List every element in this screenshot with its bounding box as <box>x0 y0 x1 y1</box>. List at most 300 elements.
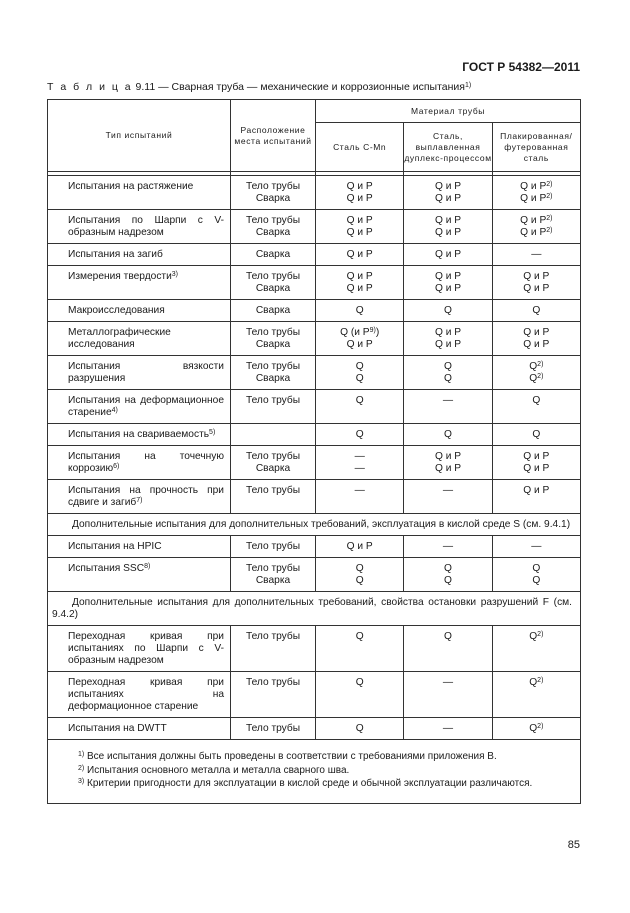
cell-line <box>406 373 489 385</box>
test-name-text: Испытания на свариваемость <box>68 429 210 440</box>
test-location <box>231 672 316 718</box>
tests-table <box>47 99 581 804</box>
cell-line <box>495 283 578 295</box>
test-name-text: Испытания по Шарпи с V-образным надрезом <box>68 215 224 238</box>
test-name-text: Испытания SSC <box>68 563 145 574</box>
cell-line <box>495 541 578 553</box>
cell-text: Q и P <box>523 451 550 462</box>
footnote-ref: 2) <box>537 361 544 368</box>
cell-line <box>406 429 489 441</box>
cell-text: Q и P <box>434 249 462 260</box>
cell-line <box>233 395 313 407</box>
steel-value <box>316 480 404 514</box>
footnote-ref: 2) <box>537 723 544 730</box>
cell-line <box>318 249 401 261</box>
cell-line <box>406 485 489 497</box>
cell-line <box>233 361 313 373</box>
test-location <box>231 480 316 514</box>
cell-line <box>318 283 401 295</box>
cell-line <box>318 215 401 227</box>
cell-text: — <box>354 463 365 474</box>
cell-text: Q <box>444 631 452 642</box>
table-row <box>48 626 581 672</box>
cell-text: Q <box>355 677 364 688</box>
cell-line <box>495 327 578 339</box>
cell-text: Тело трубы <box>245 361 301 372</box>
cell-line <box>318 181 401 193</box>
cell-text: Q <box>532 563 541 574</box>
cell-line <box>233 227 313 239</box>
cell-line <box>318 485 401 497</box>
test-location <box>231 322 316 356</box>
cell-text: Q (и P <box>340 327 370 338</box>
cell-line <box>406 305 489 317</box>
table-row <box>48 718 581 740</box>
duplex-value <box>404 558 492 592</box>
col-material-group: Материал трубы <box>316 100 581 123</box>
cell-line <box>318 723 401 735</box>
cell-line <box>233 677 313 689</box>
clad-value <box>492 672 580 718</box>
test-name-text: Испытания на DWTT <box>68 723 167 734</box>
cell-line <box>406 227 489 239</box>
test-name-text: Переходная кривая при испытаниях на деформационное старение <box>68 677 224 712</box>
cell-text: Q <box>529 677 538 688</box>
cell-line <box>318 305 401 317</box>
test-location <box>231 176 316 210</box>
cell-text: Тело трубы <box>245 271 301 282</box>
test-name <box>48 356 231 390</box>
cell-text: Q <box>355 563 364 574</box>
cell-text: Q <box>529 723 538 734</box>
cell-text: Q <box>355 723 364 734</box>
footnote-ref: 3) <box>171 271 179 278</box>
cell-text: Сварка <box>255 463 291 474</box>
cell-text: Q и P <box>434 339 462 350</box>
steel-value <box>316 718 404 740</box>
cell-line <box>495 227 578 239</box>
cell-line <box>233 485 313 497</box>
cell-text: Q и P <box>434 215 462 226</box>
footnote-ref: 5) <box>209 429 216 436</box>
test-name <box>48 176 231 210</box>
cell-text: Тело трубы <box>245 723 301 734</box>
test-name <box>48 446 231 480</box>
table-row <box>48 390 581 424</box>
cell-text: Q и P <box>520 193 547 204</box>
note-text: Испытания основного металла и металла сварного шва. <box>87 764 350 776</box>
cell-text: Тело трубы <box>245 677 301 688</box>
cell-line <box>406 451 489 463</box>
cell-text: Q <box>444 563 452 574</box>
steel-value <box>316 390 404 424</box>
clad-value <box>492 390 580 424</box>
cell-text: Q <box>355 429 364 440</box>
cell-text: Q <box>355 395 364 406</box>
table-row <box>48 322 581 356</box>
test-location <box>231 244 316 266</box>
clad-value <box>492 322 580 356</box>
table-row <box>48 210 581 244</box>
test-location <box>231 446 316 480</box>
footnote-ref: 2) <box>546 193 553 200</box>
cell-line <box>495 563 578 575</box>
duplex-value <box>404 300 492 322</box>
test-name-text: Испытания на деформационное старение <box>68 395 224 418</box>
cell-line <box>495 429 578 441</box>
table-row <box>48 446 581 480</box>
cell-line <box>406 193 489 205</box>
cell-text: Q и P <box>523 485 550 496</box>
cell-text: Q <box>529 631 538 642</box>
test-name-text: Испытания вязкости разрушения <box>68 361 224 384</box>
cell-text: Сварка <box>255 249 291 260</box>
duplex-value <box>404 356 492 390</box>
cell-line <box>495 485 578 497</box>
cell-text: Q и P <box>520 227 547 238</box>
cell-text: Q и P <box>523 327 550 338</box>
table-caption <box>47 81 471 93</box>
cell-text: Сварка <box>255 227 291 238</box>
test-name <box>48 244 231 266</box>
caption-text: 9.11 — Сварная труба — механические и коррозионные испытания <box>135 81 465 93</box>
cell-line <box>406 181 489 193</box>
cell-line <box>318 677 401 689</box>
test-location <box>231 356 316 390</box>
duplex-value <box>404 266 492 300</box>
col-test-type: Тип испытаний <box>48 100 231 172</box>
table-row <box>48 558 581 592</box>
col-duplex: Сталь, выплавленная дуплекс-процессом <box>404 123 492 172</box>
cell-text: Q и P <box>346 249 373 260</box>
cell-text: Q и P <box>346 193 373 204</box>
test-location <box>231 536 316 558</box>
cell-text: Сварка <box>255 575 291 586</box>
test-location <box>231 626 316 672</box>
cell-line <box>406 249 489 261</box>
cell-line <box>495 395 578 407</box>
cell-text: Q и P <box>434 181 462 192</box>
test-name <box>48 558 231 592</box>
cell-text: Тело трубы <box>245 485 301 496</box>
steel-value <box>316 672 404 718</box>
cell-text: Q и P <box>346 541 373 552</box>
cell-text: Q и P <box>520 181 547 192</box>
note-item <box>78 750 572 764</box>
cell-text: Сварка <box>255 305 291 316</box>
cell-line <box>406 463 489 475</box>
footnote-ref: 9) <box>369 327 376 334</box>
table-row <box>48 536 581 558</box>
cell-line <box>495 451 578 463</box>
cell-line <box>318 575 401 587</box>
duplex-value <box>404 626 492 672</box>
cell-text: Q <box>444 429 452 440</box>
cell-text: Сварка <box>255 373 291 384</box>
cell-line <box>406 339 489 351</box>
clad-value <box>492 558 580 592</box>
steel-value <box>316 210 404 244</box>
cell-line <box>233 541 313 553</box>
duplex-value <box>404 210 492 244</box>
cell-text: Тело трубы <box>245 395 301 406</box>
cell-text: Q и P <box>520 215 547 226</box>
cell-line <box>233 631 313 643</box>
cell-line <box>495 677 578 689</box>
cell-text: — <box>442 485 454 496</box>
test-name-text: Испытания на загиб <box>68 249 163 260</box>
footnote-ref: 8) <box>144 563 151 570</box>
cell-line <box>233 327 313 339</box>
note-text: Все испытания должны быть проведены в соответствии с требованиями приложения В. <box>87 751 497 762</box>
cell-text: Q <box>529 373 538 384</box>
test-location <box>231 558 316 592</box>
cell-line <box>233 249 313 261</box>
test-name <box>48 266 231 300</box>
test-name <box>48 322 231 356</box>
cell-text: Q <box>355 361 364 372</box>
cell-text: Q <box>355 305 364 316</box>
cell-text: Q и P <box>523 463 550 474</box>
clad-value <box>492 718 580 740</box>
cell-line <box>233 193 313 205</box>
duplex-value <box>404 718 492 740</box>
steel-value <box>316 244 404 266</box>
cell-text: — <box>531 541 542 552</box>
cell-line <box>318 541 401 553</box>
cell-text: Тело трубы <box>245 563 301 574</box>
cell-text: Сварка <box>255 193 291 204</box>
standard-number: ГОСТ Р 54382—2011 <box>462 60 580 74</box>
cell-line <box>406 723 489 735</box>
cell-text: Q и P <box>434 463 462 474</box>
cell-line <box>406 677 489 689</box>
cell-text: — <box>354 485 365 496</box>
cell-text: Q <box>355 631 364 642</box>
note-item <box>78 777 572 791</box>
cell-line <box>318 631 401 643</box>
cell-line <box>495 361 578 373</box>
test-location <box>231 390 316 424</box>
cell-line <box>406 327 489 339</box>
clad-value <box>492 356 580 390</box>
cell-line <box>233 373 313 385</box>
test-name <box>48 210 231 244</box>
test-name-text: Переходная кривая при испытаниях по Шарпи с V-образным надрезом <box>68 631 224 666</box>
duplex-value <box>404 536 492 558</box>
cell-text: — <box>531 249 542 260</box>
steel-value <box>316 300 404 322</box>
test-name-text: Макроисследования <box>68 305 165 316</box>
cell-line <box>233 283 313 295</box>
cell-line <box>318 463 401 475</box>
cell-text: Q и P <box>523 339 550 350</box>
cell-line <box>406 395 489 407</box>
cell-line <box>406 283 489 295</box>
cell-text: Тело трубы <box>245 541 301 552</box>
col-location: Расположение места испытаний <box>231 100 316 172</box>
cell-text: — <box>354 451 365 462</box>
cell-text: Q и P <box>434 271 462 282</box>
cell-line <box>495 631 578 643</box>
caption-prefix: Т а б л и ц а <box>47 81 133 93</box>
clad-value <box>492 424 580 446</box>
cell-text: Q и P <box>346 283 373 294</box>
cell-line <box>406 215 489 227</box>
duplex-value <box>404 390 492 424</box>
cell-line <box>233 575 313 587</box>
duplex-value <box>404 244 492 266</box>
cell-line <box>495 249 578 261</box>
test-name <box>48 672 231 718</box>
note-text: Критерии пригодности для эксплуатации в кислой среде и обычной эксплуатации различаются. <box>87 778 533 789</box>
steel-value <box>316 536 404 558</box>
cell-line <box>233 271 313 283</box>
test-name <box>48 390 231 424</box>
test-name-text: Испытания на прочность при сдвиге и загиб <box>68 485 224 508</box>
cell-line <box>406 631 489 643</box>
cell-line <box>318 451 401 463</box>
test-name <box>48 480 231 514</box>
cell-line <box>233 723 313 735</box>
section-row <box>48 514 581 536</box>
clad-value <box>492 300 580 322</box>
cell-line <box>318 429 401 441</box>
clad-value <box>492 536 580 558</box>
cell-tail: ) <box>375 327 380 338</box>
caption-note-ref: 1) <box>464 82 472 89</box>
cell-text: Q и P <box>346 215 373 226</box>
duplex-value <box>404 176 492 210</box>
duplex-value <box>404 424 492 446</box>
cell-line <box>406 563 489 575</box>
footnote-ref: 4) <box>111 407 118 414</box>
steel-value <box>316 322 404 356</box>
duplex-value <box>404 672 492 718</box>
test-name <box>48 424 231 446</box>
test-name <box>48 300 231 322</box>
footnote-ref: 2) <box>537 677 544 684</box>
cell-line <box>233 215 313 227</box>
cell-line <box>318 563 401 575</box>
footnote-ref: 2) <box>537 373 544 380</box>
steel-value <box>316 356 404 390</box>
note-item <box>78 764 572 778</box>
cell-text: Q и P <box>346 227 373 238</box>
test-name-text: Испытания на точечную коррозию <box>68 451 224 474</box>
note-mark: 1) <box>78 751 85 758</box>
cell-text: Q <box>529 361 538 372</box>
table-row <box>48 176 581 210</box>
notes-row <box>48 740 581 804</box>
cell-text: Q и P <box>434 227 462 238</box>
cell-line <box>495 193 578 205</box>
note-mark: 3) <box>78 778 85 785</box>
cell-line <box>233 181 313 193</box>
steel-value <box>316 424 404 446</box>
cell-text: Q <box>444 305 452 316</box>
cell-text: Q <box>355 575 364 586</box>
test-location <box>231 210 316 244</box>
cell-line <box>406 271 489 283</box>
steel-value <box>316 558 404 592</box>
clad-value <box>492 626 580 672</box>
clad-value <box>492 244 580 266</box>
cell-text: Q <box>532 395 541 406</box>
clad-value <box>492 210 580 244</box>
test-name-text: Металлографические исследования <box>68 327 171 350</box>
footnote-ref: 2) <box>537 631 544 638</box>
cell-text: Q <box>532 575 541 586</box>
cell-text: Q и P <box>434 451 462 462</box>
footnote-ref: 2) <box>546 181 553 188</box>
cell-text: — <box>442 723 454 734</box>
cell-text: Тело трубы <box>245 181 301 192</box>
test-location <box>231 424 316 446</box>
test-name-text: Испытания на растяжение <box>68 181 194 192</box>
cell-line <box>318 361 401 373</box>
test-location <box>231 266 316 300</box>
cell-line <box>233 463 313 475</box>
cell-text: Q <box>355 373 364 384</box>
cell-text: — <box>442 541 454 552</box>
cell-text: Q и P <box>434 327 462 338</box>
table-row <box>48 480 581 514</box>
test-name-text: Испытания на HPIC <box>68 541 162 552</box>
col-clad: Плакированная/ футерованная сталь <box>492 123 580 172</box>
section-title: Дополнительные испытания для дополнительных требований, свойства остановки разрушений F (см. 9.4.2) <box>48 592 581 626</box>
footnote-ref: 7) <box>136 497 143 504</box>
cell-line <box>495 181 578 193</box>
duplex-value <box>404 480 492 514</box>
table-row <box>48 424 581 446</box>
cell-line <box>406 541 489 553</box>
cell-text: Q и P <box>346 271 373 282</box>
cell-line <box>406 575 489 587</box>
steel-value <box>316 446 404 480</box>
table-row <box>48 356 581 390</box>
duplex-value <box>404 446 492 480</box>
section-row <box>48 592 581 626</box>
cell-line <box>233 339 313 351</box>
note-mark: 2) <box>78 764 85 772</box>
clad-value <box>492 176 580 210</box>
cell-line <box>318 327 401 339</box>
test-location <box>231 300 316 322</box>
cell-text: Q и P <box>346 339 373 350</box>
cell-line <box>495 305 578 317</box>
footnote-ref: 2) <box>546 227 553 234</box>
cell-text: Q и P <box>523 271 550 282</box>
test-location <box>231 718 316 740</box>
steel-value <box>316 626 404 672</box>
cell-line <box>495 215 578 227</box>
cell-text: — <box>442 395 454 406</box>
cell-text: Q <box>444 373 452 384</box>
cell-text: Q <box>532 429 541 440</box>
test-name-text: Измерения твердости <box>68 271 172 282</box>
table-row <box>48 244 581 266</box>
clad-value <box>492 480 580 514</box>
cell-line <box>318 339 401 351</box>
cell-text: Q <box>444 575 452 586</box>
test-name <box>48 718 231 740</box>
cell-line <box>495 373 578 385</box>
cell-line <box>318 193 401 205</box>
steel-value <box>316 176 404 210</box>
cell-text: Q и P <box>523 283 550 294</box>
cell-text: Q <box>444 361 452 372</box>
